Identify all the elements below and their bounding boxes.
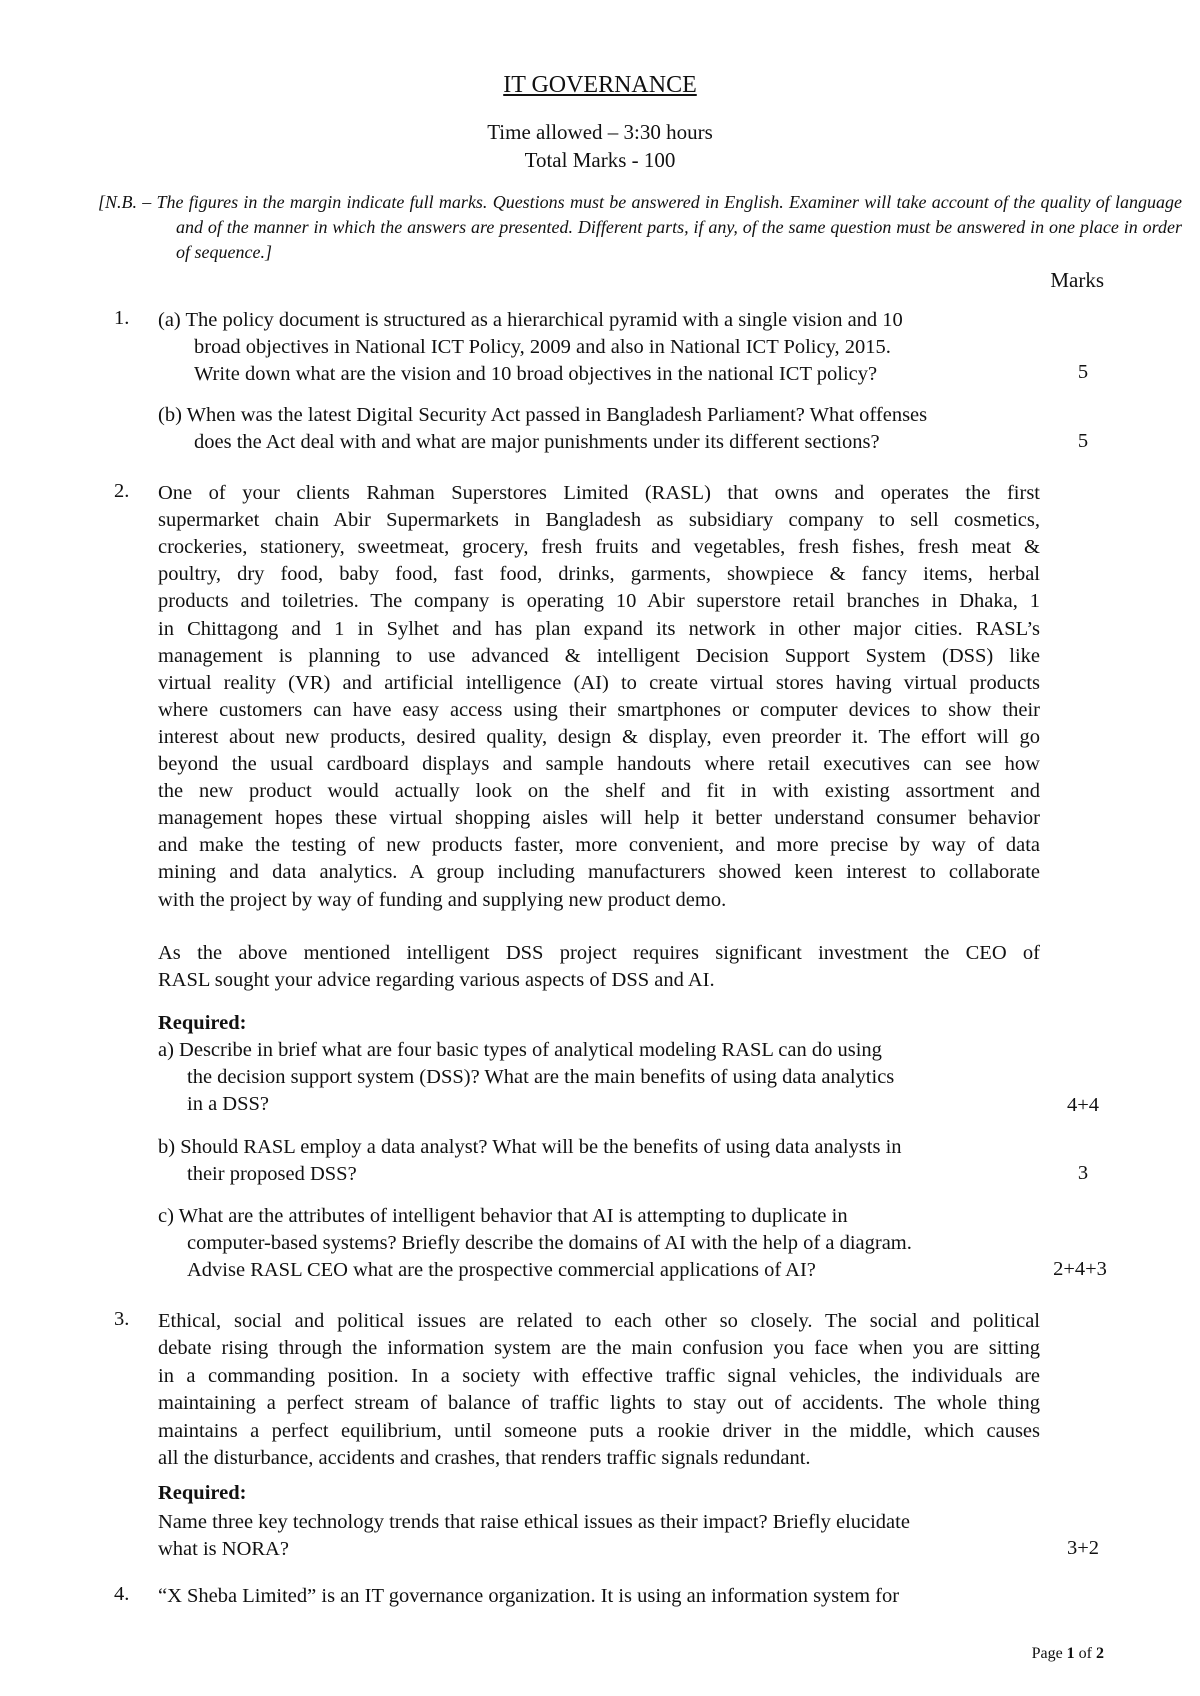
text-line: where customers can have easy access using their smartphones or computer devices to show their (158, 698, 1040, 721)
marks-2c: 2+4+3 (1053, 1258, 1107, 1280)
text-line: b) Should RASL employ a data analyst? What will be the benefits of using data analysts in (158, 1136, 902, 1158)
text-line: (a) The policy document is structured as a hierarchical pyramid with a single vision and 10 (158, 309, 903, 331)
text-line: with the project by way of funding and supplying new product demo. (158, 888, 727, 911)
marks-heading: Marks (1050, 268, 1104, 292)
text-line: supermarket chain Abir Supermarkets in Bangladesh as subsidiary company to sell cosmetics, (158, 509, 1040, 532)
text-line: crockeries, stationery, sweetmeat, grocery, fresh fruits and vegetables, fresh fishes, fresh meat & (158, 536, 1040, 559)
required-heading: Required: (158, 1482, 247, 1504)
text-line: virtual reality (VR) and artificial intelligence (AI) to create virtual stores having virtual products (158, 671, 1040, 694)
page-total: 2 (1096, 1645, 1104, 1662)
text-line: their proposed DSS? (187, 1163, 357, 1185)
text-line: in a commanding position. In a society with effective traffic signal vehicles, the individuals are (158, 1364, 1040, 1387)
page-title: IT GOVERNANCE (503, 72, 697, 98)
time-allowed: Time allowed – 3:30 hours (487, 120, 713, 144)
text-line: One of your clients Rahman Superstores Limited (RASL) that owns and operates the first (158, 482, 1040, 504)
text-line: the decision support system (DSS)? What are the main benefits of using data analytics (187, 1066, 895, 1088)
text-line: maintains a perfect equilibrium, until someone puts a rookie driver in the middle, which causes (158, 1419, 1040, 1442)
text-line: interest about new products, desired quality, design & display, even preorder it. The effort will go (158, 725, 1040, 748)
text-line: As the above mentioned intelligent DSS project requires significant investment the CEO of (158, 942, 1040, 964)
text-line: c) What are the attributes of intelligent behavior that AI is attempting to duplicate in (158, 1205, 848, 1227)
text-line: RASL sought your advice regarding various aspects of DSS and AI. (158, 969, 715, 991)
marks-1b: 5 (1077, 430, 1089, 452)
text-line: what is NORA? (158, 1538, 289, 1560)
text-line: (b) When was the latest Digital Security Act passed in Bangladesh Parliament? What offenses (158, 404, 928, 426)
question-number: 3. (114, 1308, 130, 1330)
text-line: Ethical, social and political issues are related to each other so closely. The social and political (158, 1310, 1040, 1332)
question-number: 4. (114, 1583, 130, 1605)
text-line: in a DSS? (187, 1093, 269, 1115)
text-line: management is planning to use advanced & intelligent Decision Support System (DSS) like (158, 644, 1040, 667)
text-line: a) Describe in brief what are four basic types of analytical modeling RASL can do using (158, 1039, 882, 1061)
text-line: products and toiletries. The company is operating 10 Abir superstore retail branches in Dhaka, 1 (158, 590, 1040, 613)
page-footer (1032, 1645, 1104, 1663)
question-number: 1. (114, 307, 130, 329)
required-heading: Required: (158, 1012, 247, 1034)
text-line: Advise RASL CEO what are the prospective commercial applications of AI? (187, 1259, 816, 1281)
text-line: Name three key technology trends that raise ethical issues as their impact? Briefly elucidate (158, 1511, 910, 1533)
marks-2a: 4+4 (1066, 1094, 1100, 1116)
of-word: of (1078, 1645, 1092, 1662)
text-line: beyond the usual cardboard displays and sample handouts where retail executives can see how (158, 753, 1040, 775)
text-line: mining and data analytics. A group including manufacturers showed keen interest to collaborate (158, 861, 1040, 884)
text-line: the new product would actually look on the shelf and fit in with existing assortment and (158, 780, 1040, 803)
text-line: and make the testing of new products faster, more convenient, and more precise by way of data (158, 834, 1040, 857)
instructions-note: [N.B. – The figures in the margin indicate full marks. Questions must be answered in English. Examiner will take account of the quality of language and of the manner in which the answers are presented. Different parts, if any, of the same question must be answered in one place in order of sequence.] (98, 192, 1182, 262)
text-line: poultry, dry food, baby food, fast food, drinks, garments, showpiece & fancy items, herbal (158, 563, 1040, 586)
question-4-intro: “X Sheba Limited” is an IT governance organization. It is using an information system for (158, 1585, 900, 1607)
text-line: does the Act deal with and what are major punishments under its different sections? (194, 431, 880, 453)
text-line: management hopes these virtual shopping aisles will help it better understand consumer behavior (158, 807, 1040, 830)
marks-1a: 5 (1077, 361, 1089, 383)
text-line: in Chittagong and 1 in Sylhet and has plan expand its network in other major cities. RASL’s (158, 617, 1040, 640)
text-line: computer-based systems? Briefly describe the domains of AI with the help of a diagram. (187, 1232, 912, 1254)
text-line: maintaining a perfect stream of balance of traffic lights to stay out of accidents. The whole thing (158, 1392, 1040, 1415)
text-line: debate rising through the information system are the main confusion you face when you are sitting (158, 1337, 1040, 1360)
total-marks: Total Marks - 100 (524, 148, 676, 172)
page-word: Page (1031, 1645, 1063, 1662)
text-line: all the disturbance, accidents and crashes, that renders traffic signals redundant. (158, 1447, 811, 1469)
page-number: 1 (1066, 1645, 1075, 1662)
marks-3: 3+2 (1066, 1537, 1100, 1559)
question-number: 2. (114, 480, 130, 502)
marks-2b: 3 (1077, 1162, 1089, 1184)
text-line: broad objectives in National ICT Policy, 2009 and also in National ICT Policy, 2015. (194, 336, 891, 358)
text-line: Write down what are the vision and 10 broad objectives in the national ICT policy? (194, 363, 878, 385)
